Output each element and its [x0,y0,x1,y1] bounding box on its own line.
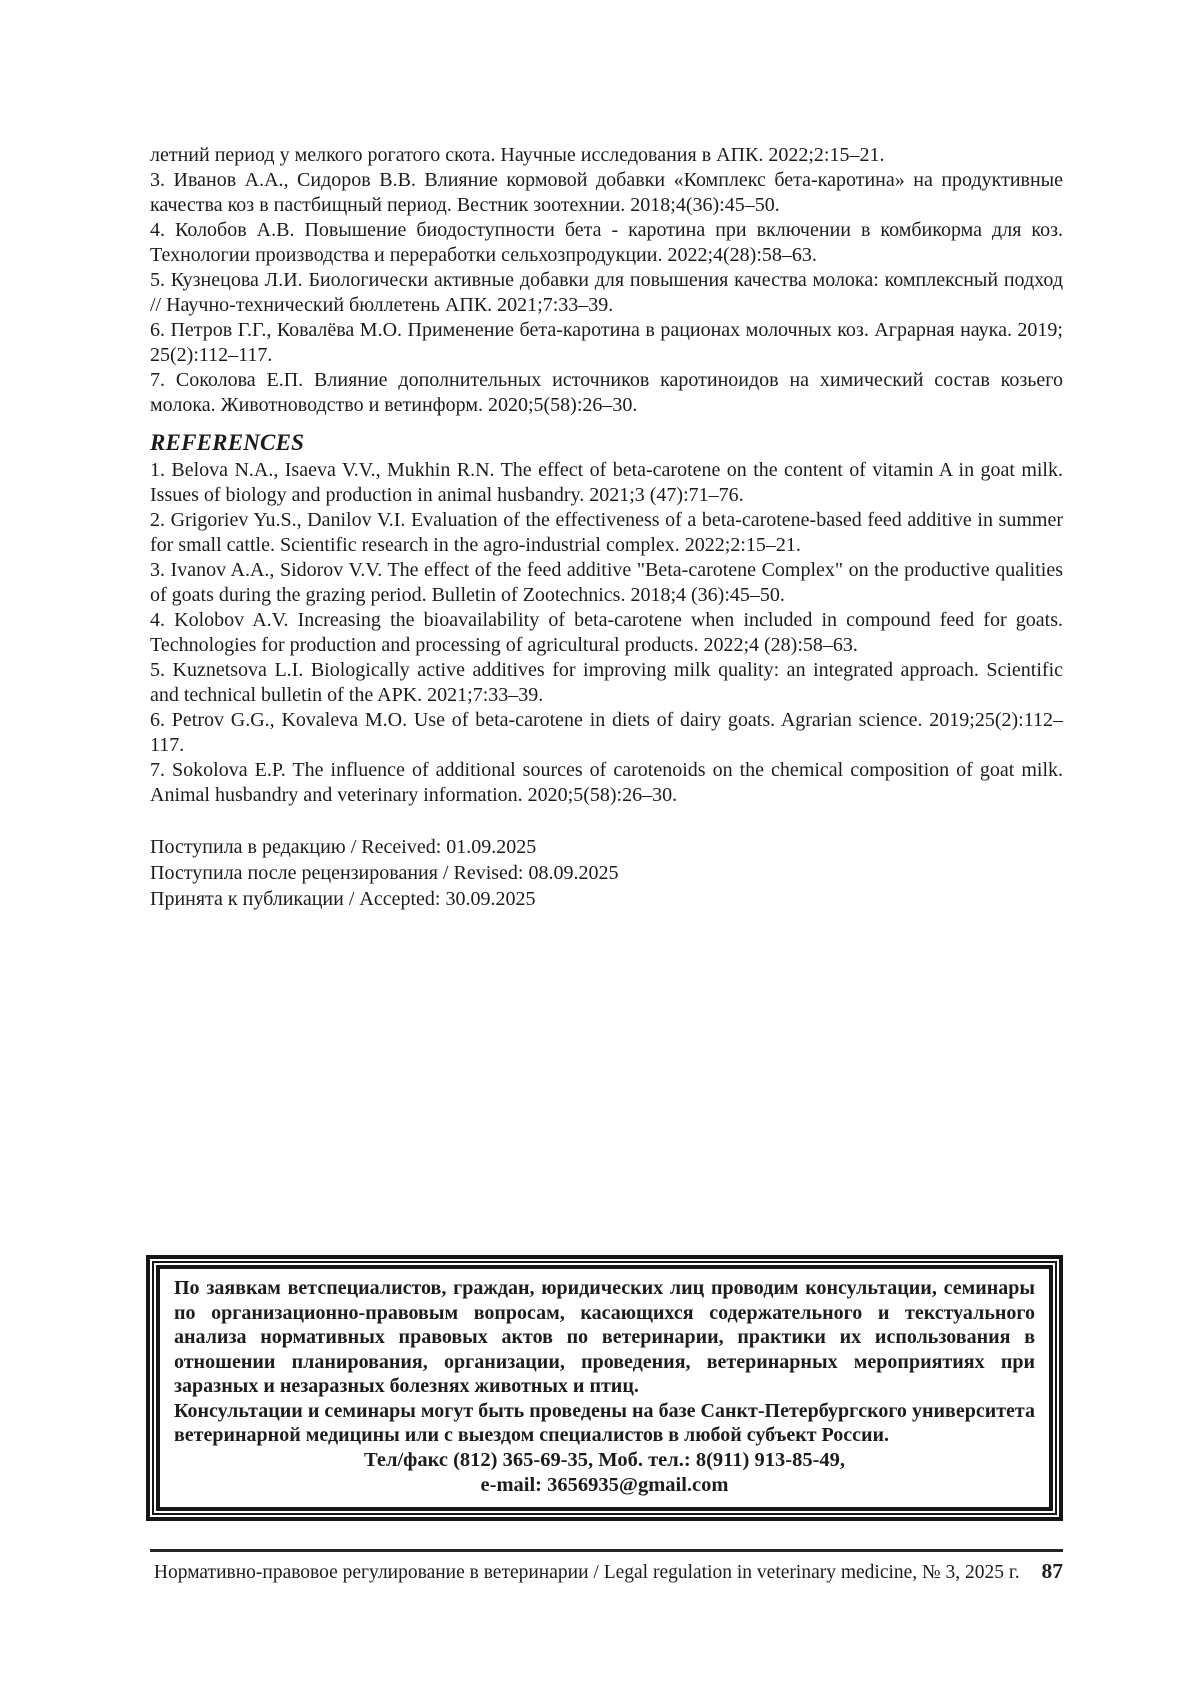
announcement-text-services: По заявкам ветспециалистов, граждан, юридических лиц проводим консультации, семинары по организационно-правовым вопросам, касающихся содержательного и текстуального анализа нормативных правовых актов по ветеринарии, практики их использования в отношении планирования, организации, проведения, ветеринарных мероприятиях при заразных и незаразных болезнях животных и птиц. [174,1277,1035,1397]
page-footer [150,1549,1063,1585]
reference-item-ru: 7. Соколова Е.П. Влияние дополнительных источников каротиноидов на химический состав козьего молока. Животноводство и ветинформ. 2020;5(58):26–30. [150,369,1063,416]
reference-item-ru: 3. Иванов А.А., Сидоров В.В. Влияние кормовой добавки «Комплекс бета-каротина» на продуктивные качества коз в пастбищный период. Вестник зоотехнии. 2018;4(36):45–50. [150,169,1063,216]
received-date-line: Поступила в редакцию / Received: 01.09.2025 [150,836,537,858]
references-en-section [150,458,1063,808]
reference-item-en: 6. Petrov G.G., Kovaleva M.O. Use of beta-carotene in diets of dairy goats. Agrarian science. 2019;25(2):112–117. [150,709,1063,756]
reference-item-ru: 5. Кузнецова Л.И. Биологически активные добавки для повышения качества молока: комплексный подход // Научно-технический бюллетень АПК. 2021;7:33–39. [150,269,1063,316]
footer-rule [150,1549,1063,1552]
footer-row [150,1559,1063,1585]
references-ru-section [150,143,1063,418]
revised-date-line: Поступила после рецензирования / Revised: 08.09.2025 [150,862,619,884]
announcement-text-location: Консультации и семинары могут быть проведены на базе Санкт-Петербургского университета ветеринарной медицины или с выездом специалистов в любой субъект России. [174,1399,1035,1446]
page-body [150,143,1063,912]
reference-item-en: 5. Kuznetsova L.I. Biologically active additives for improving milk quality: an integrated approach. Scientific and technical bulletin of the APK. 2021;7:33–39. [150,659,1063,706]
announcement-box [146,1255,1063,1521]
reference-item-en: 7. Sokolova E.P. The influence of additional sources of carotenoids on the chemical composition of goat milk. Animal husbandry and veterinary information. 2020;5(58):26–30. [150,759,1063,806]
references-heading: REFERENCES [150,430,305,455]
announcement-email: e-mail: 3656935@gmail.com [480,1473,729,1496]
reference-item-ru: летний период у мелкого рогатого скота. Научные исследования в АПК. 2022;2:15–21. [150,144,885,166]
reference-item-ru: 6. Петров Г.Г., Ковалёва М.О. Применение бета-каротина в рационах молочных коз. Аграрная наука. 2019; 25(2):112–117. [150,319,1063,366]
accepted-date-line: Принята к публикации / Accepted: 30.09.2025 [150,888,536,910]
announcement-box-frame [152,1261,1057,1515]
announcement-phone: Тел/факс (812) 365-69-35, Моб. тел.: 8(911) 913-85-49, [363,1448,846,1471]
reference-item-en: 1. Belova N.A., Isaeva V.V., Mukhin R.N. The effect of beta-carotene on the content of vitamin A in goat milk. Issues of biology and production in animal husbandry. 2021;3 (47):71–76. [150,459,1063,506]
reference-item-en: 4. Kolobov A.V. Increasing the bioavailability of beta-carotene when included in compound feed for goats. Technologies for production and processing of agricultural products. 2022;4 (28):58–63. [150,609,1063,656]
page-number: 87 [1041,1559,1063,1583]
submission-dates [150,834,1063,912]
reference-item-ru: 4. Колобов А.В. Повышение биодоступности бета - каротина при включении в комбикорма для коз. Технологии производства и переработки сельхозпродукции. 2022;4(28):58–63. [150,219,1063,266]
announcement-box-inner [156,1265,1053,1511]
footer-journal-title: Нормативно-правовое регулирование в ветеринарии / Legal regulation in veterinary medicine, № 3, 2025 г. [153,1562,1020,1583]
reference-item-en: 2. Grigoriev Yu.S., Danilov V.I. Evaluation of the effectiveness of a beta-carotene-based feed additive in summer for small cattle. Scientific research in the agro-industrial complex. 2022;2:15–21. [150,509,1063,556]
reference-item-en: 3. Ivanov A.A., Sidorov V.V. The effect of the feed additive "Beta-carotene Complex" on the productive qualities of goats during the grazing period. Bulletin of Zootechnics. 2018;4 (36):45–50. [150,559,1063,606]
